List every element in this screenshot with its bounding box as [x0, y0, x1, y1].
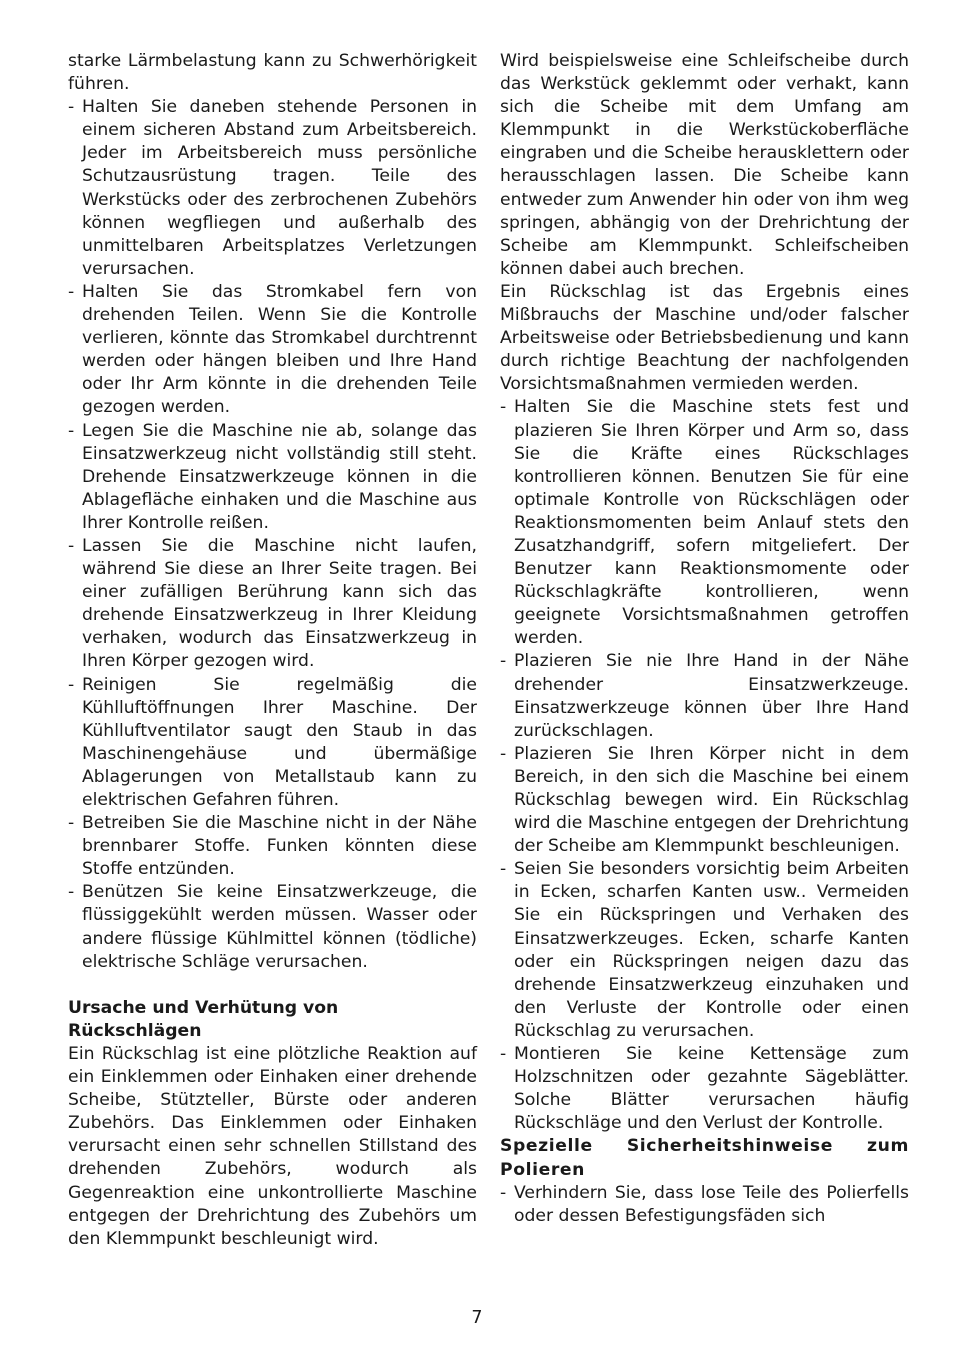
- list-item: - Verhindern Sie, dass lose Teile des Polierfells oder dessen Befestigungsfäden sich: [500, 1182, 909, 1228]
- list-item: - Plazieren Sie Ihren Körper nicht in dem Bereich, in den sich die Maschine bei einem Rückschlag bewegen wird. Ein Rückschlag wird die Maschine entgegen der Drehrichtung der Scheibe am Klemmpunkt beschleunigen.: [500, 743, 909, 858]
- polishing-list: [500, 1182, 909, 1228]
- list-item: - Seien Sie besonders vorsichtig beim Arbeiten in Ecken, scharfen Kanten usw.. Vermeiden Sie ein Rückspringen und Verhaken des Einsatzwerkzeuges. Ecken, scharfe Kanten oder ein Rückspringen neigen dazu das drehende Einsatzwerkzeug einzuhaken und den Verluste der Kontrolle oder einen Rückschlag zu verursachen.: [500, 858, 909, 1043]
- right-column: [500, 50, 909, 1228]
- safety-list-left: [68, 96, 477, 974]
- paragraph: Wird beispielsweise eine Schleifscheibe durch das Werkstück geklemmt oder verhakt, kann sich die Scheibe mit dem Umfang am Klemmpunkt in die Werkstückoberfläche eingraben und die Scheibe herausklettern oder herausschlagen lassen. Die Scheibe kann entweder zum Anwender hin oder von ihm weg springen, abhängig von der Drehrichtung der Scheibe am Klemmpunkt. Schleifscheiben können dabei auch brechen.: [500, 51, 909, 279]
- list-item: - Legen Sie die Maschine nie ab, solange das Einsatzwerkzeug nicht vollständig still steht. Drehende Einsatzwerkzeuge können in die Ablagefläche einhaken und die Maschine aus Ihrer Kontrolle reißen.: [68, 420, 477, 535]
- paragraph: Ein Rückschlag ist das Ergebnis eines Mißbrauchs der Maschine und/oder falscher Arbeitsweise oder Betriebsbedienung und kann durch richtige Beachtung der nachfolgenden Vorsichtsmaßnahmen vermieden werden.: [500, 281, 909, 395]
- list-item: - Halten Sie das Stromkabel fern von drehenden Teilen. Wenn Sie die Kontrolle verlieren, könnte das Stromkabel durchtrennt werden oder hängen bleiben und Ihre Hand oder Ihr Arm könnte in die drehenden Teile gezogen werden.: [68, 281, 477, 420]
- section-heading-kickback: Ursache und Verhütung von Rückschlägen: [68, 997, 339, 1041]
- page-number: 7: [471, 1308, 483, 1328]
- list-item: - Betreiben Sie die Maschine nicht in der Nähe brennbarer Stoffe. Funken könnten diese Stoffe entzünden.: [68, 812, 477, 881]
- safety-list-right: [500, 396, 909, 1135]
- spacer: [68, 974, 477, 997]
- list-item: - Reinigen Sie regelmäßig die Kühlluftöffnungen Ihrer Maschine. Der Kühlluftventilator saugt den Staub in das Maschinengehäuse und übermäßige Ablagerungen von Metallstaub kann zu elektrischen Gefahren führen.: [68, 674, 477, 813]
- list-item: - Lassen Sie die Maschine nicht laufen, während Sie diese an Ihrer Seite tragen. Bei einer zufälligen Berührung kann sich das drehende Einsatzwerkzeug in Ihrer Kleidung verhaken, wodurch das Einsatzwerkzeug in Ihren Körper gezogen wird.: [68, 535, 477, 674]
- list-item: - Halten Sie die Maschine stets fest und plazieren Sie Ihren Körper und Arm so, dass Sie die Kräfte eines Rückschlages kontrollieren können. Benutzen Sie für eine optimale Kontrolle von Rückschlägen oder Reaktionsmomenten beim Anlauf stets den Zusatzhandgriff, sofern mitgeliefert. Der Benutzer kann Reaktionsmomente oder Rückschlagkräfte kontrollieren, wenn geeignete Vorsichtsmaßnahmen getroffen werden.: [500, 396, 909, 650]
- list-item: - Plazieren Sie nie Ihre Hand in der Nähe drehender Einsatzwerkzeuge. Einsatzwerkzeuge können über Ihre Hand zurückschlagen.: [500, 650, 909, 742]
- section-heading-polishing: Spezielle Sicherheitshinweise zum Polieren: [500, 1136, 909, 1180]
- list-item: - Montieren Sie keine Kettensäge zum Holzschnitzen oder gezahnte Sägeblätter. Solche Blätter verursachen häufig Rückschläge und den Verlust der Kontrolle.: [500, 1043, 909, 1135]
- list-item: - Benützen Sie keine Einsatzwerkzeuge, die flüssiggekühlt werden müssen. Wasser oder andere flüssige Kühlmittel können (tödliche) elektrische Schläge verursachen.: [68, 881, 477, 973]
- kickback-paragraph: Ein Rückschlag ist eine plötzliche Reaktion auf ein Einklemmen oder Einhaken einer drehende Scheibe, Stützteller, Bürste oder anderen Zubehörs. Das Einklemmen oder Einhaken verursacht einen sehr schnellen Stillstand des drehenden Zubehörs, wodurch als Gegenreaktion eine unkontrollierte Maschine entgegen der Drehrichtung des Zubehörs um den Klemmpunkt beschleunigt wird.: [68, 1043, 477, 1249]
- list-item: - Halten Sie daneben stehende Personen in einem sicheren Abstand zum Arbeitsbereich. Jeder im Arbeitsbereich muss persönliche Schutzausrüstung tragen. Teile des Werkstücks oder des zerbrochenen Zubehörs können wegfliegen und außerhalb des unmittelbaren Arbeitsplatzes Verletzungen verursachen.: [68, 96, 477, 281]
- intro-text: starke Lärmbelastung kann zu Schwerhörigkeit führen.: [68, 51, 477, 95]
- left-column: [68, 50, 477, 1251]
